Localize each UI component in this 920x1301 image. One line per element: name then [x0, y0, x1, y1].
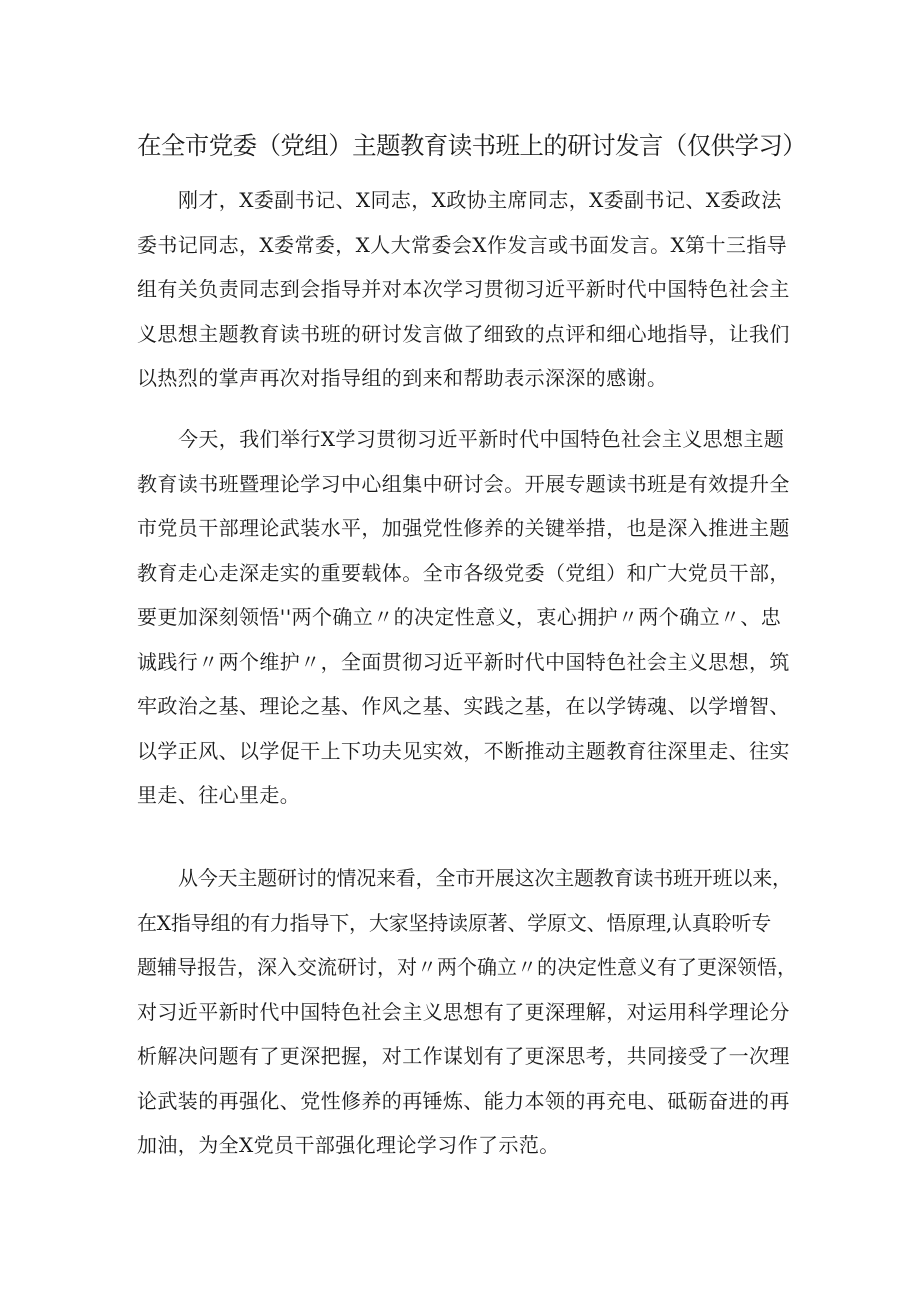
paragraph-line: 组有关负责同志到会指导并对本次学习贯彻习近平新时代中国特色社会主	[137, 277, 790, 301]
paragraph-line: 义思想主题教育读书班的研讨发言做了细致的点评和细心地指导，让我们	[137, 321, 790, 346]
paragraph-line: 里走、往心里走。	[137, 783, 301, 807]
paragraph-line: 诚践行〃两个维护〃，全面贯彻习近平新时代中国特色社会主义思想，筑	[137, 649, 790, 674]
paragraph-today	[137, 417, 793, 818]
paragraph-opening	[137, 178, 793, 401]
paragraph-line: 题辅导报告，深入交流研讨，对〃两个确立〃的决定性意义有了更深领悟，	[137, 955, 797, 979]
paragraph-line: 市党员干部理论武装水平，加强党性修养的关键举措，也是深入推进主题	[137, 516, 790, 540]
paragraph-line: 在X指导组的有力指导下，大家坚持读原著、学原文、悟原理,认真聆听专	[137, 910, 771, 935]
paragraph-line: 刚才，X委副书记、X同志，X政协主席同志，X委副书记、X委政法	[178, 188, 782, 212]
paragraph-summary	[137, 856, 797, 1168]
paragraph-line: 牢政治之基、理论之基、作风之基、实践之基，在以学铸魂、以学增智、	[137, 694, 790, 718]
paragraph-line: 教育读书班暨理论学习中心组集中研讨会。开展专题读书班是有效提升全	[137, 471, 790, 496]
paragraph-line: 加油，为全X党员干部强化理论学习作了示范。	[137, 1133, 560, 1157]
paragraph-line: 论武装的再强化、党性修养的再锤炼、能力本领的再充电、砥砺奋进的再	[137, 1088, 790, 1113]
paragraph-line: 以热烈的掌声再次对指导组的到来和帮助表示深深的感谢。	[137, 366, 668, 390]
paragraph-line: 对习近平新时代中国特色社会主义思想有了更深理解，对运用科学理论分	[137, 999, 790, 1024]
paragraph-line: 今天，我们举行X学习贯彻习近平新时代中国特色社会主义思想主题	[178, 427, 785, 451]
paragraph-line: 委书记同志，X委常委，X人大常委会X作发言或书面发言。X第十三指导	[137, 232, 788, 257]
paragraph-line: 析解决问题有了更深把握，对工作谋划有了更深思考，共同接受了一次理	[137, 1044, 790, 1068]
document-title: 在全市党委（党组）主题教育读书班上的研讨发言（仅供学习）	[137, 131, 807, 160]
paragraph-line: 要更加深刻领悟''两个确立〃的决定性意义，衷心拥护〃两个确立〃、忠	[137, 605, 782, 629]
paragraph-line: 以学正风、以学促干上下功夫见实效，不断推动主题教育往深里走、往实	[137, 738, 790, 763]
paragraph-line: 从今天主题研讨的情况来看，全市开展这次主题教育读书班开班以来，	[178, 866, 792, 890]
paragraph-line: 教育走心走深走实的重要载体。全市各级党委（党组）和广大党员干部，	[137, 560, 790, 585]
